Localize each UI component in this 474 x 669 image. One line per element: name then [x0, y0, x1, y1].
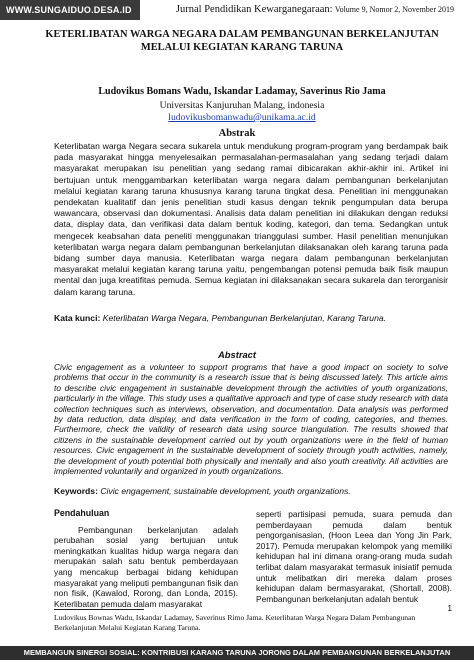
abstrak-text: Keterlibatan warga Negara secara sukarela untuk mendukung program-program yang berdampak baik pada masyarakat hingga menyelesaikan permasalahan-permasalahan yang sedang terjadi dalam masyarakat merupakan isu penelitian yang sedang ramai dibicarakan akhir-akhir ini. Artikel ini bertujuan untuk menggambarkan keterlibatan warga negara dalam pembangunan berkelanjutan melalui kegiatan karang taruna khususnya karang taruna tingkat desa. Penelitian ini menggunakan pendekatan kualitatif dan jenis penelitian studi kasus dengan teknik pengumpulan data berupa wawancara, observasi dan dokumentasi. Analisis data dalam penelitian ini dilakukan dengan reduksi data, display data, dan verifikasi data dalam bentuk koding, kategori, dan tema. Sedangkan untuk mengecek keabsahan data peneliti menggunakan trianggulasi sumber. Hasil penelitian menunjukan keterlibatan warga negara dalam pembangunan berkelanjutan dilaksanakan oleh karang taruna pada bidang sumber daya manusia. Keterlibatan warga negara dalam pembangunan berkelanjutan masyarakat melalui kegiatan karang taruna yaitu, pengembangan potensi pemuda baik fisik maupun mental dan juga kreatifitas pemuda. Semua kegiatan ini dilaksanakan secara sukarela dan terorganisir dalam karang taruna. — [54, 141, 448, 297]
body-column-left — [54, 508, 238, 609]
watermark-top: WWW.SUNGAIDUO.DESA.ID — [0, 0, 140, 20]
paper-title — [30, 28, 454, 54]
keywords-label: Keywords: — [54, 486, 98, 496]
affiliation-block — [30, 100, 454, 124]
watermark-bottom: MEMBANGUN SINERGI SOSIAL: KONTRIBUSI KARANG TARUNA JORONG DALAM PEMBANGUNAN BERKELANJUTAN — [0, 646, 474, 660]
author-email-link[interactable]: ludovikusbomanwadu@unikama.ac.id — [168, 112, 316, 123]
abstrak-heading: Abstrak — [218, 128, 256, 139]
abstract-text: Civic engagement as a volunteer to support programs that have a good impact on society to solve problems that occur in the community is a research issue that is being discussed lately. This article aims to describe civic engagement in sustainable development through the activities of youth organizations, particularly in the village. This study uses a qualitative approach and type of case study research with data collection techniques such as interviews, observation, and documentation. Data analysis was performed by data reduction, data display, and data verification in the form of coding, categories, and themes. Furthermore, check the validity of research data using source triangulation. The results showed that citizens in the sustainable development carried out by youth organizations were in the field of human resources. Civic engagement in the sustainable development of society through youth activities, namely, the development of youth potential both physically and mentally and also youth creativity. All activities are implemented voluntarily and organized in youth organizations. — [54, 362, 448, 477]
keywords-values: Civic engagement, sustainable development, youth organizations. — [100, 486, 351, 496]
journal-header — [176, 4, 454, 15]
journal-volume: Volume 9, Nomor 2, November 2019 — [334, 5, 454, 14]
title-line-1: KETERLIBATAN WARGA NEGARA DALAM PEMBANGUNAN BERKELANJUTAN — [45, 29, 439, 40]
body-paragraph-left: Pembangunan berkelanjutan adalah perubahan sosial yang bertujuan untuk meningkatkan kualitas hidup warga negara dan merupakan salah satu bentuk pemberdayaan yang mencakup berbagai bidang kehidupan masyarakat yang meliputi pembangunan fisik dan non fisik, (Kawalod, Rorong, dan Londa, 2015). Keterlibatan pemuda dalam masyarakat — [54, 524, 238, 609]
footnote-citation: Ludovikus Bownas Wadu, Iskandar Ladamay, Saverinus Rimo Jama. Keterlibatan Warga Negara Dalam Pembangunan Berkelanjutan Melalui Kegiatan Karang Taruna. — [54, 613, 416, 632]
journal-name: Jurnal Pendidikan Kewarganegaraan: — [175, 4, 333, 15]
kata-kunci-values: Keterlibatan Warga Negara, Pembangunan Berkelanjutan, Karang Taruna. — [102, 313, 387, 323]
footnote-divider — [54, 609, 144, 610]
affiliation: Universitas Kanjuruhan Malang, indonesia — [159, 100, 325, 111]
kata-kunci — [54, 313, 448, 323]
paper-authors: Ludovikus Bomans Wadu, Iskandar Ladamay, Saverinus Rio Jama — [98, 86, 386, 97]
abstract-heading: Abstract — [217, 349, 257, 360]
kata-kunci-label: Kata kunci: — [54, 313, 101, 323]
body-paragraph-right: seperti partisipasi pemuda, suara pemuda dan pemberdayaan pemuda dalam bentuk pengorganisasian, (Hoon Leea dan Yong Jin Park, 2017). Pemuda merupakan kelompok yang memiliki kehidupan hal ini dimana orang-orang muda sudah terlibat dalam masyarakat termasuk inisiatif pemuda untuk melibatkan diri mereka dalam proses kehidupan dalam bermasyarakat, (Shortall, 2008). Pembangunan berkelanjutan adalah bentuk — [256, 509, 452, 604]
body-column-right — [256, 509, 452, 604]
section-heading-pendahuluan: Pendahuluan — [54, 508, 110, 518]
page-number: 1 — [447, 603, 452, 613]
keywords — [54, 486, 448, 496]
title-line-2: MELALUI KEGIATAN KARANG TARUNA — [140, 42, 344, 53]
